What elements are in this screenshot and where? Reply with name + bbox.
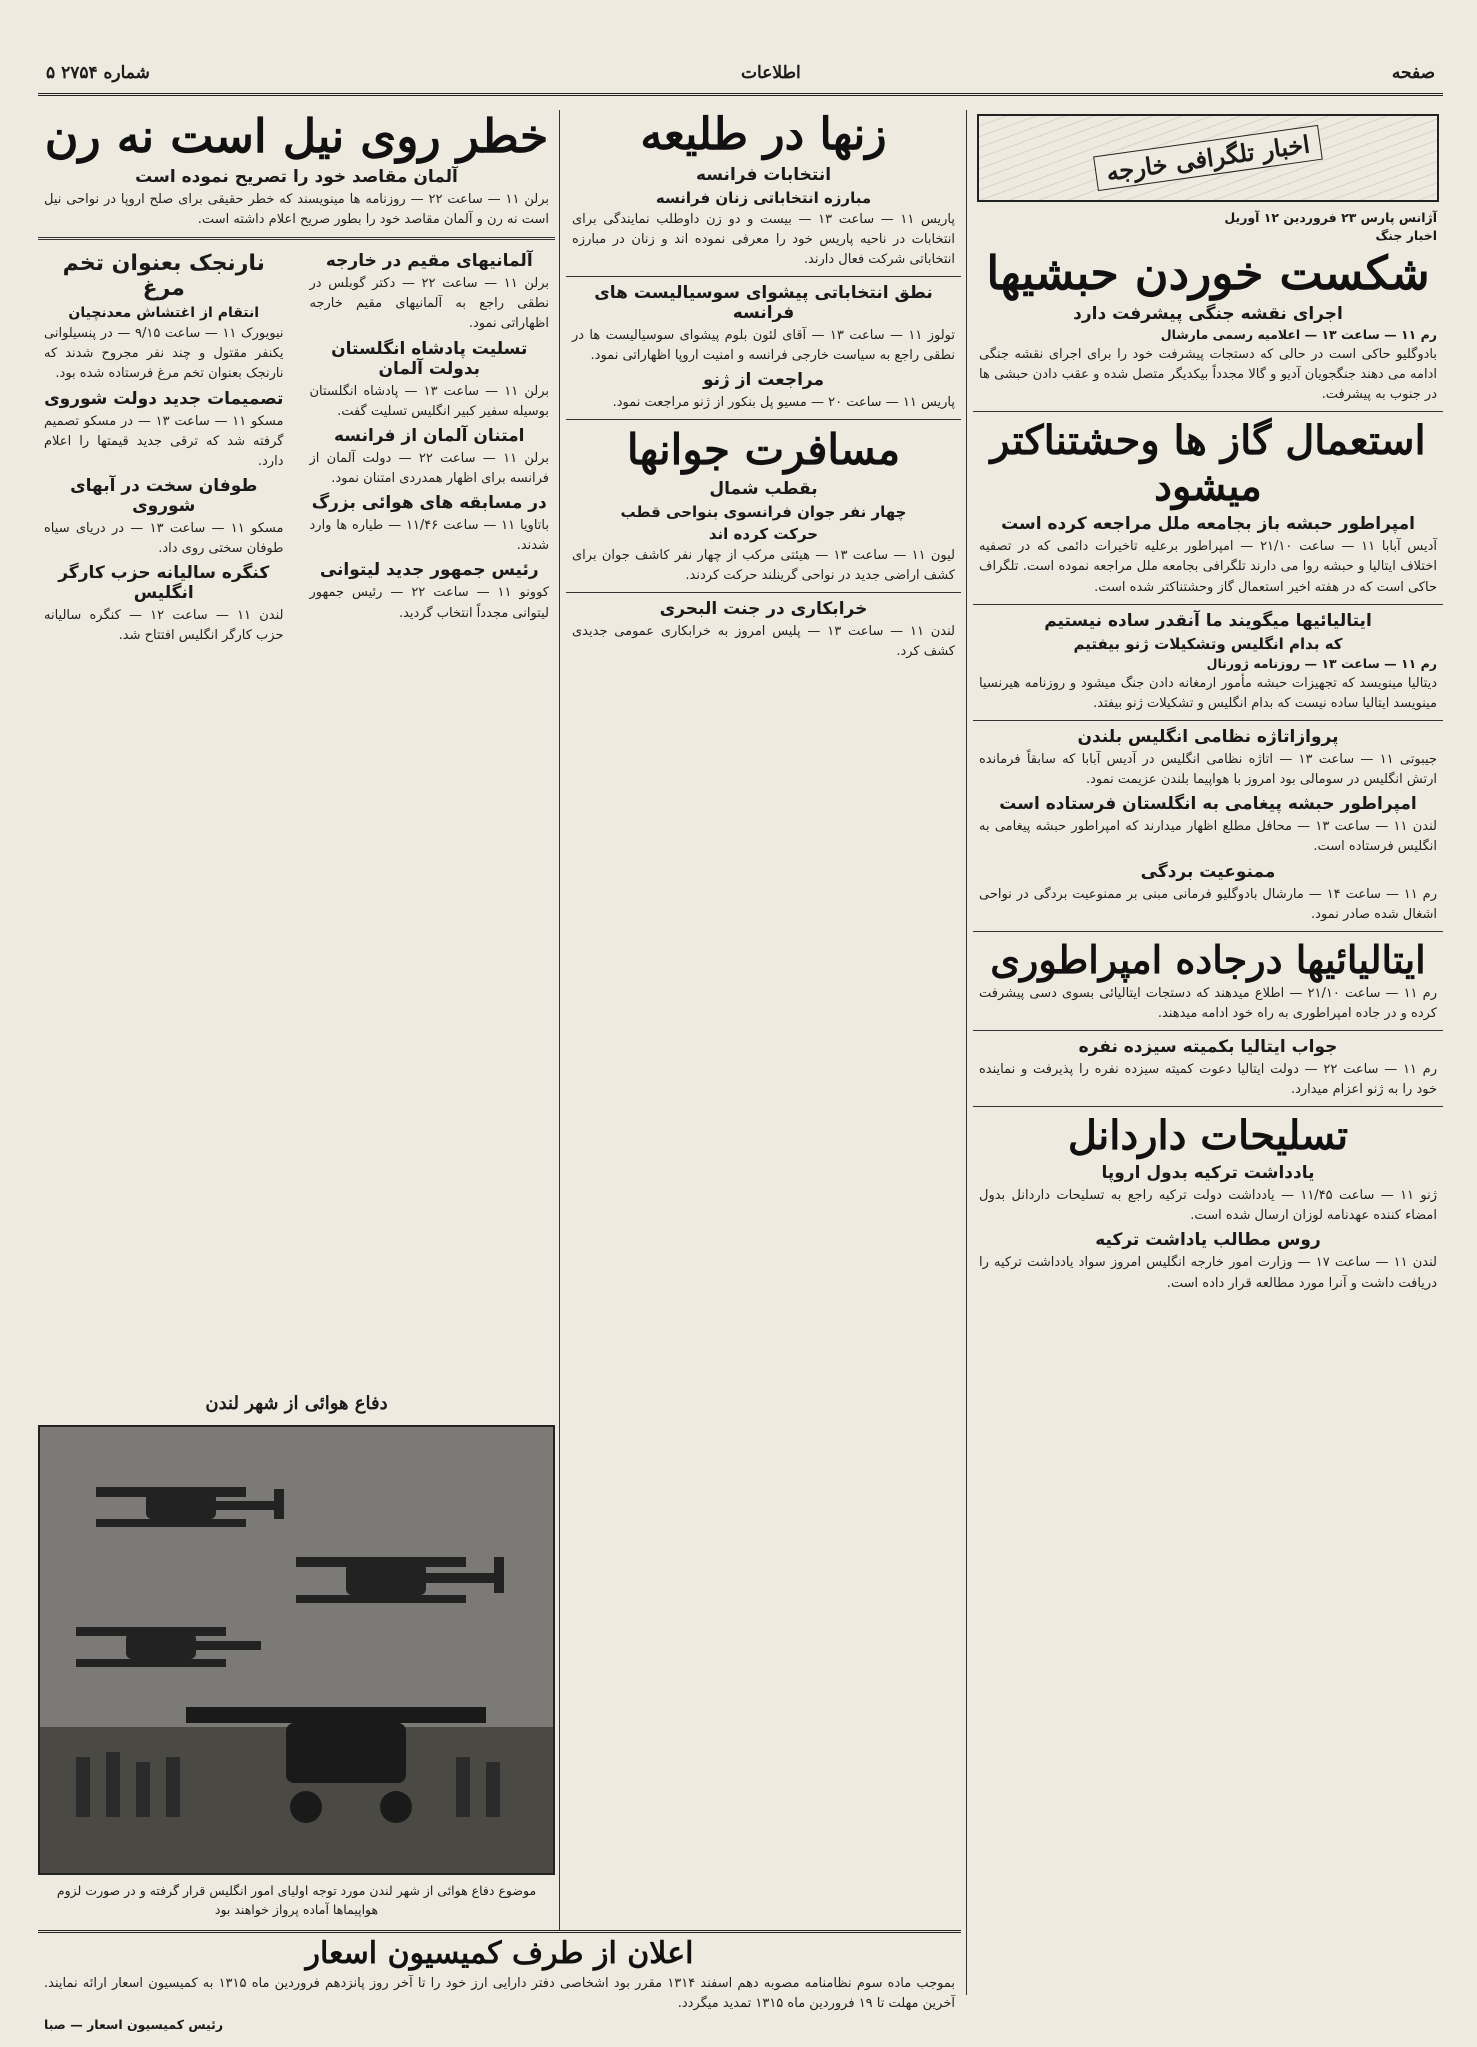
article-body: بادوگلیو حاکی است در حالی که دستجات پیشرفت خود را برای اجرای نقشه جنگی ادامه می دهند جنگجویان آدیو و گالا مجدداً بیکدیگر متصل شده و عقب دادن حبشی ها در جنوب به پیشرفت. xyxy=(979,346,1437,403)
subheadline: اجرای نقشه جنگی پیشرفت دارد xyxy=(1073,303,1343,324)
section-label: اخبار جنگ xyxy=(1375,228,1437,243)
section-banner xyxy=(977,114,1439,202)
headline-british-attache: پروازاتاژه نظامی انگلیس بلندن xyxy=(1077,727,1339,748)
article-body: نیویورک ۱۱ — ساعت ۹/۱۵ — در پنسیلوانی یکنفر مقتول و چند نفر مجروح شدند که نارنجک بعنوان تخم مرغ فرستاده شده بود. xyxy=(44,326,284,382)
masthead xyxy=(38,52,1443,96)
subheadline: آلمان مقاصد خود را تصریح نموده است xyxy=(135,166,458,187)
headline-lithuania-president: رئیس جمهور جدید لیتوانی xyxy=(319,560,539,581)
headline-grenade-eggs: نارنجک بعنوان تخم مرغ xyxy=(62,251,265,302)
headline-soviet-storm: طوفان سخت در آبهای شوروی xyxy=(70,476,258,517)
article-body: آدیس آبابا ۱۱ — ساعت ۲۱/۱۰ — امپراطور برعلیه تاخیرات دائمی که در تصفیه اختلاف ایتالیا و حبشه روا می دارند تلگرافی بجامعه ملل مراجعه نموده است. تلگراف حاکی است که در هفته اخیر استعمال گاز وحشتناکتر شده است. xyxy=(979,539,1437,595)
article-body: مسکو ۱۱ — ساعت ۱۳ — در دریای سیاه طوفان سختی روی داد. xyxy=(44,521,284,557)
headline-youth-expedition: مسافرت جوانها xyxy=(626,425,901,475)
column-divider xyxy=(559,110,560,1930)
article-body: برلن ۱۱ — ساعت ۲۲ — دکتر گوبلس در نطقی راجع به آلمانیهای مقیم خارجه اظهاراتی نمود. xyxy=(309,276,549,332)
article-body: برلن ۱۱ — ساعت ۲۲ — روزنامه ها مینویسند که خطر حقیقی برای صلح اروپا در نواحی نیل است نه رن و آلمان مقاصد خود را بطور صریح اعلام داشته است. xyxy=(44,191,550,228)
headline-return-geneva: مراجعت از ژنو xyxy=(702,370,825,391)
headline-italians-not-naive: ایتالیائیها میگویند ما آنقدر ساده نیستیم xyxy=(1044,610,1372,631)
article-body: لندن ۱۱ — ساعت ۱۷ — وزارت امور خارجه انگلیس امروز سواد یادداشت ترکیه را دریافت داشت و آنرا مورد مطالعه قرار داده است. xyxy=(979,1255,1437,1291)
subheadline: که بدام انگلیس وتشکیلات ژنو بیفتیم xyxy=(1073,634,1343,653)
subheadline: مبارزه انتخاباتی زنان فرانسه xyxy=(655,188,872,207)
article-body: تولوز ۱۱ — ساعت ۱۳ — آقای لئون بلوم پیشوای سوسیالیست ها در نطقی راجع به سیاست خارجی فرانسه و امنیت اروپا اظهاراتی نمود. xyxy=(572,328,955,364)
headline-nile-danger: خطر روی نیل است نه رن xyxy=(44,110,549,163)
headline-king-condolence: تسلیت پادشاه انگلستان بدولت آلمان xyxy=(331,338,528,379)
column-foreign-news xyxy=(973,110,1443,1995)
headline-women-vanguard: زنها در طلیعه xyxy=(640,110,887,160)
photo-title: دفاع هوائی از شهر لندن xyxy=(205,1393,388,1414)
article-body: باتاویا ۱۱ — ساعت ۱۱/۴۶ — طیاره ها وارد شدند. xyxy=(309,518,549,554)
article-body: رم ۱۱ — ساعت ۲۲ — دولت ایتالیا دعوت کمیته سیزده نفره را پذیرفت و نماینده خود را به ژنو اعزام میدارد. xyxy=(979,1061,1437,1097)
headline-socialist-speech: نطق انتخاباتی پیشوای سوسیالیست های فرانسه xyxy=(594,283,933,324)
article-dateline: رم ۱۱ — ساعت ۱۳ — روزنامه ژورنال xyxy=(1206,655,1437,671)
headline-turkish-note: روس مطالب یاداشت ترکیه xyxy=(1095,1230,1321,1251)
dateline: آژانس پارس ۲۳ فروردین ۱۲ آوریل xyxy=(1224,210,1437,225)
subheadline: امپراطور حبشه باز بجامعه ملل مراجعه کرده است xyxy=(1001,514,1415,535)
article-body: کوونو ۱۱ — ساعت ۲۲ — رئیس جمهور لیتوانی مجدداً انتخاب گردید. xyxy=(309,585,549,621)
article-body: لیون ۱۱ — ساعت ۱۳ — هیئتی مرکب از چهار نفر کاشف جوان برای کشف اراضی جدید در نواحی گرینلند حرکت کردند. xyxy=(572,547,956,583)
column-france-news xyxy=(566,110,961,1675)
article-body: جیبوتی ۱۱ — ساعت ۱۳ — اتاژه نظامی انگلیس در آدیس آبابا که سابقاً فرمانده ارتش انگلیس در سومالی بود امروز با هواپیما بلندن عزیمت نمود. xyxy=(979,752,1437,788)
article-body: لندن ۱۱ — ساعت ۱۲ — کنگره سالیانه حزب کارگر انگلیس افتتاح شد. xyxy=(44,608,284,644)
subheadline: بقطب شمال xyxy=(709,478,818,499)
article-dateline: رم ۱۱ — ساعت ۱۳ — اعلامیه رسمی مارشال xyxy=(1160,326,1437,342)
headline-dardanelles: تسلیحات داردانل xyxy=(1067,1112,1349,1160)
article-body: دیتالیا مینویسد که تجهیزات حبشه مأمور ارمغانه دادن جنگ میشود و روزنامه هیرنسیا مینویسد ایتالیا ساده نیست که بدام انگلیس و تشکیلات ژنو بیفتد. xyxy=(979,675,1437,711)
column-divider xyxy=(966,110,967,1995)
subcolumn-left xyxy=(38,247,290,648)
article-body: ژنو ۱۱ — ساعت ۱۱/۴۵ — یادداشت دولت ترکیه راجع به تسلیحات داردانل بدول امضاء کننده عهدنامه لوزان ارسال شده است. xyxy=(979,1188,1437,1224)
article-body: مسکو ۱۱ — ساعت ۱۳ — در مسکو تصمیم گرفته شد که ترقی جدید قیمتها را اعلام دارد. xyxy=(44,413,284,469)
headline-slavery-ban: ممنوعیت بردگی xyxy=(1140,861,1276,882)
subheadline: چهار نفر جوان فرانسوی بنواحی قطب xyxy=(620,502,907,521)
headline-imperial-road: ایتالیائیها درجاده امپراطوری xyxy=(990,936,1426,982)
subheadline: انتخابات فرانسه xyxy=(695,164,832,185)
article-body: رم ۱۱ — ساعت ۱۴ — مارشال بادوگلیو فرمانی مبنی بر ممنوعیت بردگی در نواحی اشغال شده صادر نمود. xyxy=(979,886,1437,922)
headline-labour-congress: کنگره سالیانه حزب کارگر انگلیس xyxy=(58,563,270,604)
headline-committee-reply: جواب ایتالیا بکمیته سیزده نفره xyxy=(1078,1036,1338,1057)
ad-currency-commission xyxy=(38,1930,961,2035)
headline-air-race: در مسابقه های هوائی بزرگ xyxy=(311,493,547,514)
headline-emperor-message: امپراطور حبشه پیغامی به انگلستان فرستاده است xyxy=(999,794,1417,815)
article-body: برلن ۱۱ — ساعت ۲۲ — دولت آلمان از فرانسه برای اظهار همدردی امتنان نمود. xyxy=(309,450,549,487)
subheadline: حرکت کرده اند xyxy=(708,524,819,543)
article-body: لندن ۱۱ — ساعت ۱۳ — محافل مطلع اظهار میدارند که امپراطور حبشه پیغامی به انگلیس فرستاده است. xyxy=(979,819,1437,855)
ad-title: اعلان از طرف کمیسیون اسعار xyxy=(305,1936,694,1971)
article-body: برلن ۱۱ — ساعت ۱۳ — پادشاه انگلستان بوسیله سفیر کبیر انگلیس تسلیت گفت. xyxy=(309,383,550,419)
newspaper-page xyxy=(38,30,1443,2030)
headline-sabotage: خرابکاری در جنت البحری xyxy=(659,599,868,620)
article-body: پاریس ۱۱ — ساعت ۱۳ — بیست و دو زن داوطلب نمایندگی برای انتخابات در ناحیه پاریس خود را معرفی نموده اند و زنان در مبارزه انتخاباتی شرکت فعال دارند. xyxy=(572,211,955,267)
photo-caption: موضوع دفاع هوائی از شهر لندن مورد توجه اولیای امور انگلیس قرار گرفته و در صورت لزوم هواپیماها آماده پرواز خواهند بود xyxy=(56,1883,537,1917)
headline-german-thanks: امتنان آلمان از فرانسه xyxy=(333,425,525,446)
paper-name: اطلاعات xyxy=(741,62,801,83)
headline-germans-abroad: آلمانیهای مقیم در خارجه xyxy=(325,251,533,272)
article-body: رم ۱۱ — ساعت ۲۱/۱۰ — اطلاع میدهند که دستجات ایتالیائی بسوی دسی پیشرفت کرده و در جاده امپراطوری به راه خود ادامه میدهند. xyxy=(979,985,1437,1021)
article-body: لندن ۱۱ — ساعت ۱۳ — پلیس امروز به خرابکاری عمومی جدیدی کشف کرد. xyxy=(572,624,955,660)
issue-number: شماره ۲۷۵۴ ۵ xyxy=(46,62,150,83)
subheadline: انتقام از اغتشاش معدنچیان xyxy=(68,305,260,322)
subcolumn-right xyxy=(304,247,556,648)
banner-title: اخبار تلگرافی خارجه xyxy=(1093,125,1323,191)
article-body: پاریس ۱۱ — ساعت ۲۰ — مسیو پل بنکور از ژنو مراجعت نمود. xyxy=(612,395,955,411)
headline-soviet-decisions: تصمیمات جدید دولت شوروی xyxy=(44,388,284,409)
photo-airplanes xyxy=(38,1425,555,1875)
headline-ethiopia-defeat: شکست خوردن حبشیها xyxy=(986,246,1430,300)
ad-signature: رئیس کمیسیون اسعار — صبا xyxy=(44,2016,224,2032)
airplanes-illustration xyxy=(38,1427,553,1875)
subheadline: یادداشت ترکیه بدول اروپا xyxy=(1101,1163,1315,1184)
headline-gas-usage: استعمال گاز ها وحشتناکتر میشود xyxy=(990,417,1426,511)
column-europe-news xyxy=(38,110,555,1410)
ad-body: بموجب ماده سوم نظامنامه مصوبه دهم اسفند ۱۳۱۴ مقرر بود اشخاصی دفتر دارایی ارز خود را تا آخر روز پانزدهم فروردین ماه ۱۳۱۵ به کمیسیون اسعار ارائه نمایند. آخرین مهلت تا ۱۹ فروردین ماه ۱۳۱۵ تمدید میگردد. xyxy=(44,1975,955,2011)
page-label: صفحه xyxy=(1391,62,1435,83)
